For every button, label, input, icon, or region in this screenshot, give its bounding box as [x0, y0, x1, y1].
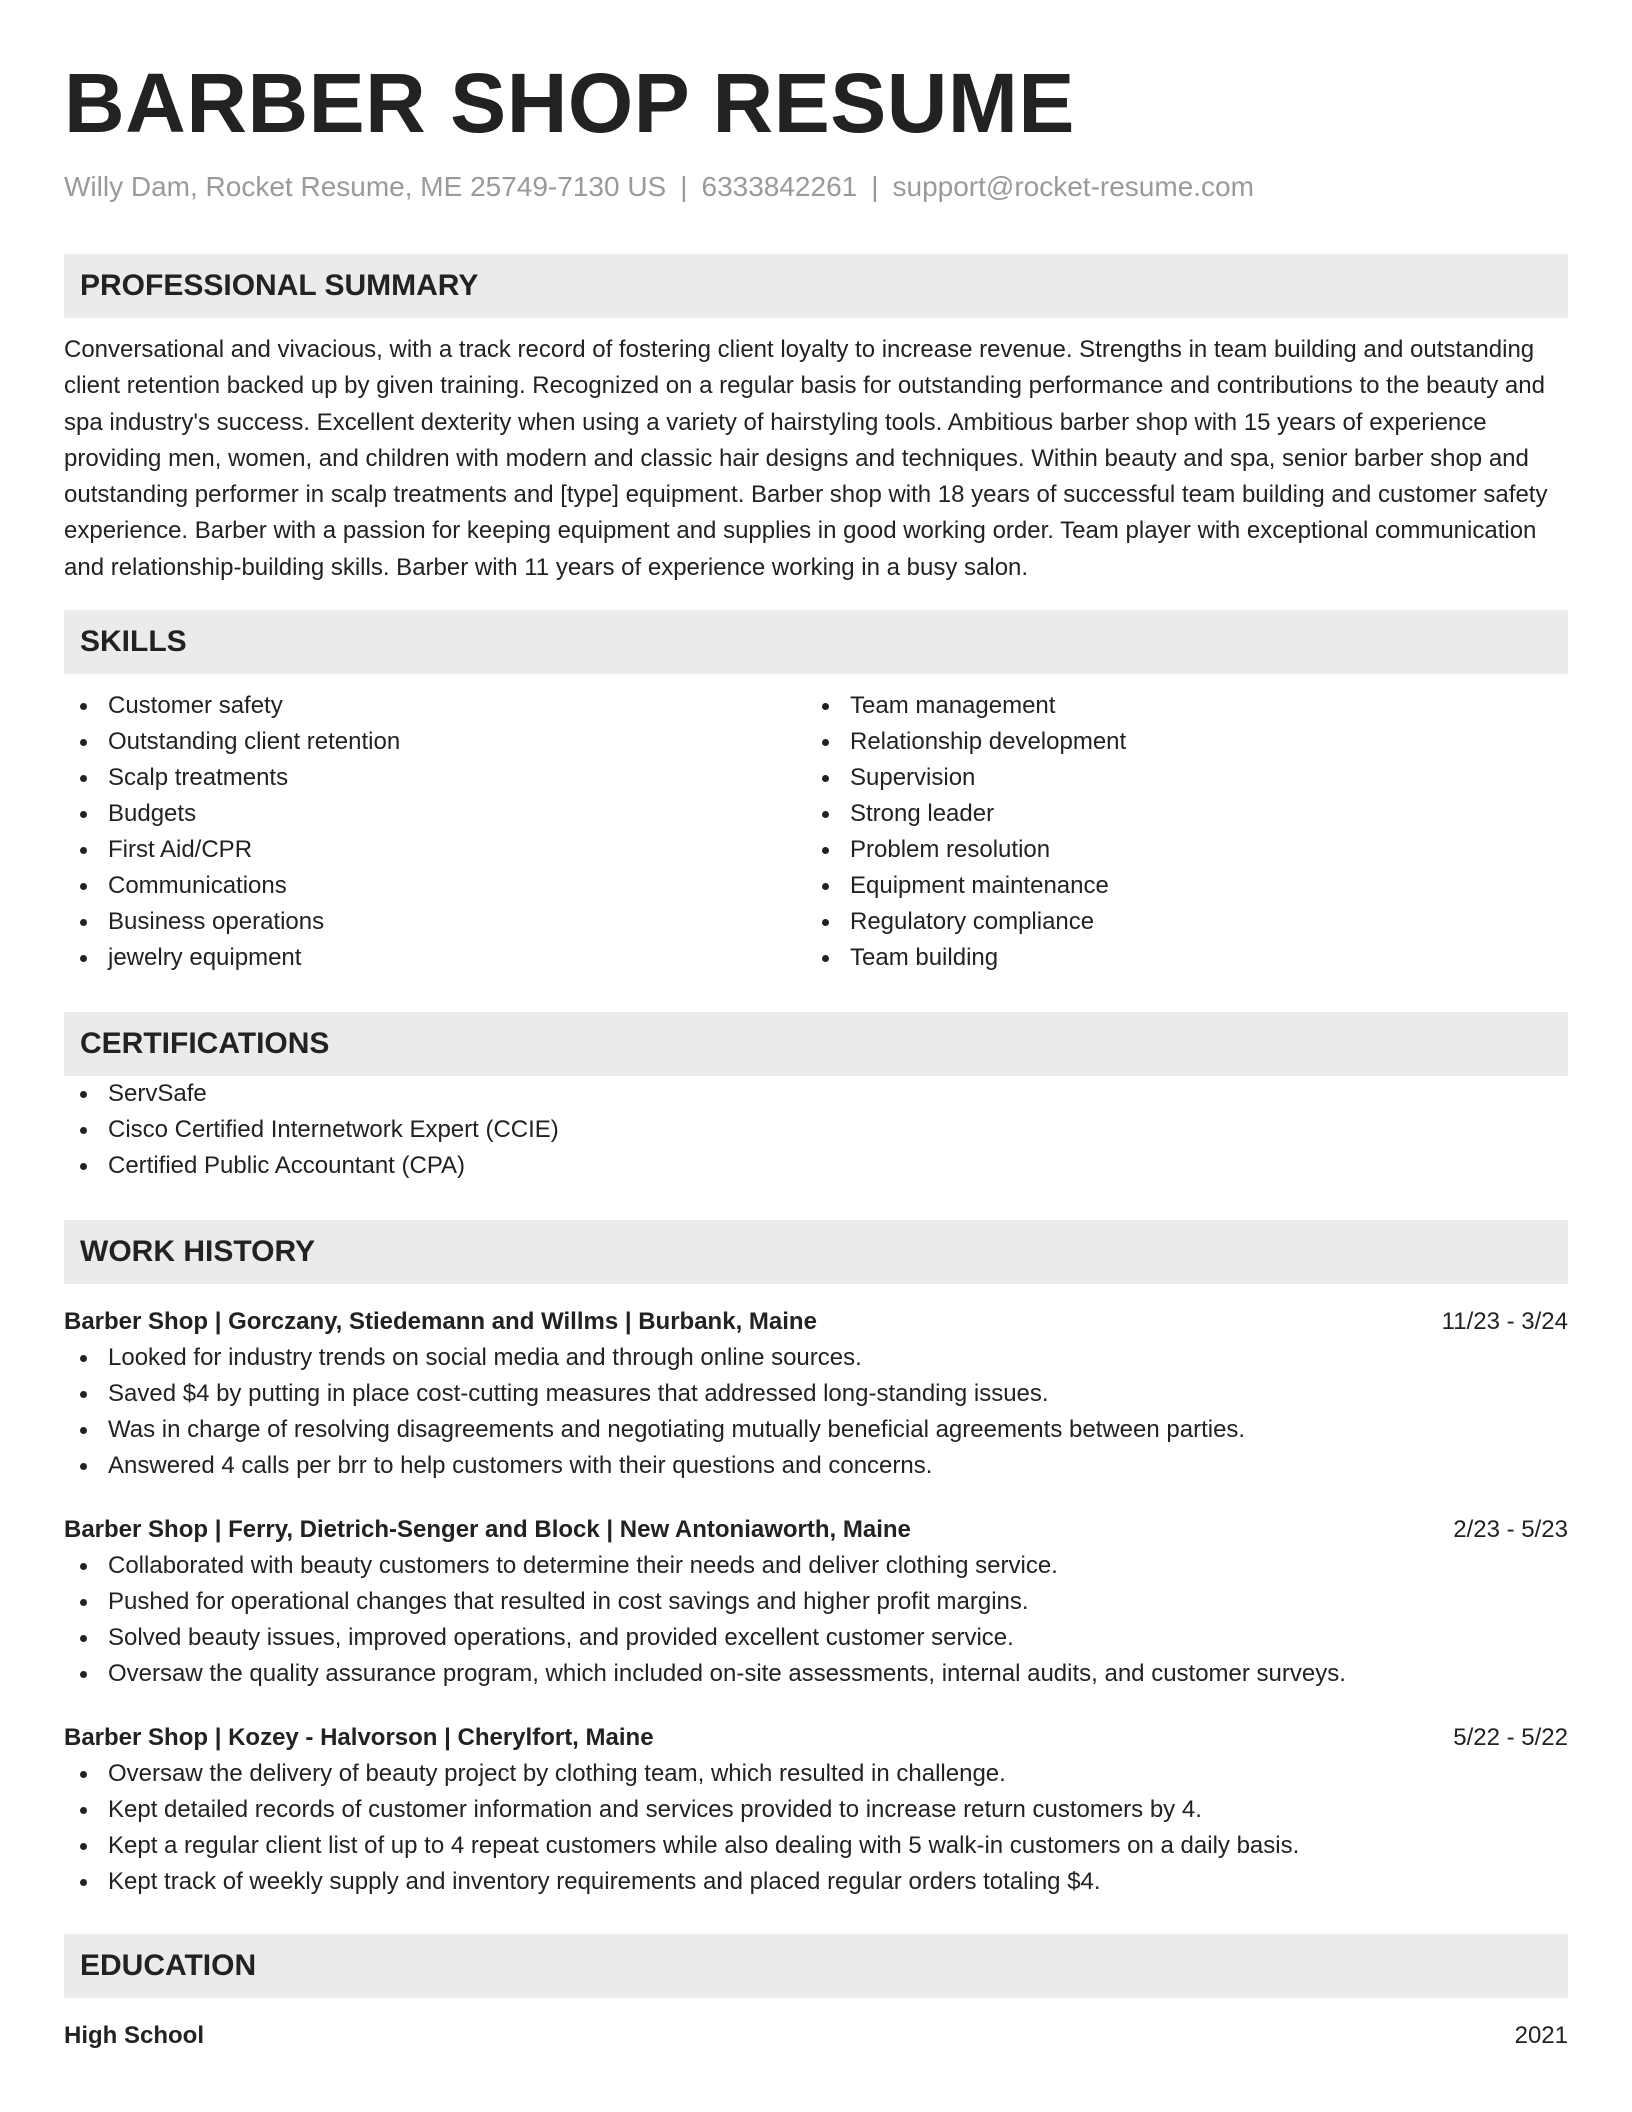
skill-item: Strong leader — [806, 796, 1548, 832]
certification-item: Certified Public Accountant (CPA) — [64, 1148, 1568, 1184]
skill-item: Regulatory compliance — [806, 904, 1548, 940]
skill-item: Supervision — [806, 760, 1548, 796]
job-header — [64, 1512, 1568, 1548]
job-bullet: Pushed for operational changes that resulted in cost savings and higher profit margins. — [64, 1584, 1568, 1620]
job-bullets — [64, 1548, 1568, 1692]
job-bullet: Oversaw the delivery of beauty project by clothing team, which resulted in challenge. — [64, 1756, 1568, 1792]
job-bullets — [64, 1340, 1568, 1484]
job-entry — [64, 1720, 1568, 1900]
skill-item: Problem resolution — [806, 832, 1548, 868]
job-header — [64, 1720, 1568, 1756]
section-header-skills: SKILLS — [64, 610, 1568, 674]
skill-item: Customer safety — [64, 688, 806, 724]
job-bullet: Kept detailed records of customer information and services provided to increase return customers by 4. — [64, 1792, 1568, 1828]
education-year: 2021 — [1514, 2022, 1568, 2050]
skill-item: Team management — [806, 688, 1548, 724]
education-school: High School — [64, 2022, 204, 2050]
contact-separator: | — [871, 171, 879, 202]
contact-address: Willy Dam, Rocket Resume, ME 25749-7130 US — [64, 171, 667, 202]
skills-column-right — [806, 688, 1548, 976]
job-bullet: Collaborated with beauty customers to determine their needs and deliver clothing service. — [64, 1548, 1568, 1584]
skill-item: First Aid/CPR — [64, 832, 806, 868]
job-bullet: Kept a regular client list of up to 4 repeat customers while also dealing with 5 walk-in customers on a daily basis. — [64, 1828, 1568, 1864]
job-entry — [64, 1304, 1568, 1484]
job-bullets — [64, 1756, 1568, 1900]
job-bullet: Answered 4 calls per brr to help customers with their questions and concerns. — [64, 1448, 1568, 1484]
skill-item: Equipment maintenance — [806, 868, 1548, 904]
certifications-list — [64, 1076, 1568, 1184]
summary-text: Conversational and vivacious, with a track record of fostering client loyalty to increase revenue. Strengths in team building and outstanding client retention backed up by given training. Recognized on a regular basis for outstanding performance and contributions to the beauty and spa industry's success. Excellent dexterity when using a variety of hairstyling tools. Ambitious barber shop with 15 years of experience providing men, women, and children with modern and classic hair designs and techniques. Within beauty and spa, senior barber shop and outstanding performer in scalp treatments and [type] equipment. Barber shop with 18 years of successful team building and customer safety experience. Barber with a passion for keeping equipment and supplies in good working order. Team player with exceptional communication and relationship-building skills. Barber with 11 years of experience working in a busy salon. — [64, 336, 1548, 581]
skill-item: Communications — [64, 868, 806, 904]
skills-column-left — [64, 688, 806, 976]
skill-item: jewelry equipment — [64, 940, 806, 976]
job-title: Barber Shop | Gorczany, Stiedemann and Willms | Burbank, Maine — [64, 1308, 817, 1336]
skill-item: Scalp treatments — [64, 760, 806, 796]
section-header-professional-summary: PROFESSIONAL SUMMARY — [64, 254, 1568, 318]
job-bullet: Looked for industry trends on social media and through online sources. — [64, 1340, 1568, 1376]
skill-item: Team building — [806, 940, 1548, 976]
skill-item: Outstanding client retention — [64, 724, 806, 760]
skills-list — [64, 688, 1568, 976]
contact-line — [64, 170, 1568, 204]
section-header-work-history: WORK HISTORY — [64, 1220, 1568, 1284]
contact-separator: | — [680, 171, 688, 202]
job-entry — [64, 1512, 1568, 1692]
skill-item: Budgets — [64, 796, 806, 832]
job-bullet: Kept track of weekly supply and inventory requirements and placed regular orders totaling $4. — [64, 1864, 1568, 1900]
job-header — [64, 1304, 1568, 1340]
section-header-certifications: CERTIFICATIONS — [64, 1012, 1568, 1076]
contact-email[interactable]: support@rocket-resume.com — [892, 171, 1254, 202]
skill-item: Relationship development — [806, 724, 1548, 760]
section-header-education: EDUCATION — [64, 1934, 1568, 1998]
certification-item: ServSafe — [64, 1076, 1568, 1112]
job-dates: 11/23 - 3/24 — [1441, 1308, 1568, 1336]
job-bullet: Oversaw the quality assurance program, which included on-site assessments, internal audits, and customer surveys. — [64, 1656, 1568, 1692]
skill-item: Business operations — [64, 904, 806, 940]
job-title: Barber Shop | Ferry, Dietrich-Senger and Block | New Antoniaworth, Maine — [64, 1516, 911, 1544]
job-bullet: Saved $4 by putting in place cost-cutting measures that addressed long-standing issues. — [64, 1376, 1568, 1412]
resume-title: BARBER SHOP RESUME — [64, 56, 1075, 150]
job-title: Barber Shop | Kozey - Halvorson | Cherylfort, Maine — [64, 1724, 654, 1752]
education-entry — [64, 2018, 1568, 2054]
contact-phone[interactable]: 6333842261 — [701, 171, 858, 202]
certification-item: Cisco Certified Internetwork Expert (CCIE) — [64, 1112, 1568, 1148]
job-bullet: Solved beauty issues, improved operations, and provided excellent customer service. — [64, 1620, 1568, 1656]
job-dates: 5/22 - 5/22 — [1453, 1724, 1568, 1752]
job-dates: 2/23 - 5/23 — [1453, 1516, 1568, 1544]
job-bullet: Was in charge of resolving disagreements and negotiating mutually beneficial agreements between parties. — [64, 1412, 1568, 1448]
